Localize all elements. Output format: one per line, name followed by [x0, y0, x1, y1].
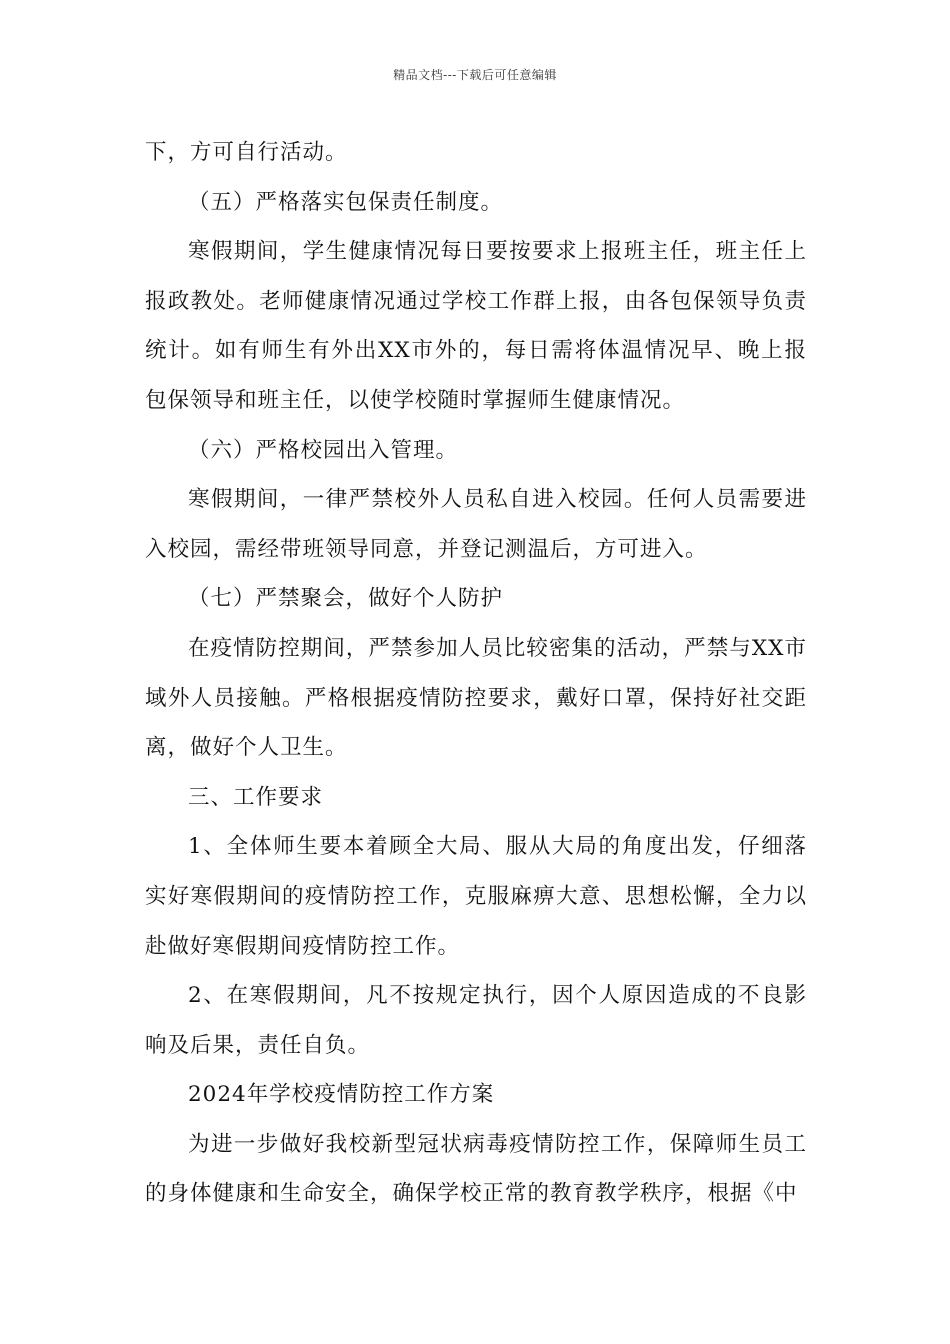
section-heading-6: （六）严格校园出入管理。: [188, 437, 459, 463]
paragraph-requirement-2: 2、在寒假期间，凡不按规定执行，因个人原因造成的不良影响及后果，责任自负。: [145, 983, 807, 1058]
paragraph-health-reporting: 寒假期间，学生健康情况每日要按要求上报班主任，班主任上报政教处。老师健康情况通过学校工作群上报，由各包保领导负责统计。如有师生有外出XX市外的，每日需将体温情况早、晚上报包保领导和班主任，以使学校随时掌握师生健康情况。: [145, 239, 807, 413]
paragraph-campus-access: 寒假期间，一律严禁校外人员私自进入校园。任何人员需要进入校园，需经带班领导同意，并登记测温后，方可进入。: [145, 487, 807, 562]
section-heading-7: （七）严禁聚会，做好个人防护: [188, 586, 504, 612]
paragraph-plan-intro: 为进一步做好我校新型冠状病毒疫情防控工作，保障师生员工的身体健康和生命安全，确保学校正常的教育教学秩序，根据《中: [145, 1131, 807, 1207]
paragraph-personal-protection: 在疫情防控期间，严禁参加人员比较密集的活动，严禁与XX市域外人员接触。严格根据疫情防控要求，戴好口罩，保持好社交距离，做好个人卫生。: [145, 635, 807, 761]
document-body: [145, 128, 807, 1219]
paragraph-continuation: 下，方可自行活动。: [145, 140, 348, 165]
section-heading-work-requirements: 三、工作要求: [188, 784, 324, 810]
section-heading-5: （五）严格落实包保责任制度。: [188, 189, 504, 215]
document-title-2024-plan: 2024年学校疫情防控工作方案: [188, 1082, 495, 1108]
page-header: 精品文档---下载后可任意编辑: [393, 68, 557, 82]
paragraph-requirement-1: 1、全体师生要本着顾全大局、服从大局的角度出发，仔细落实好寒假期间的疫情防控工作，克服麻痹大意、思想松懈，全力以赴做好寒假期间疫情防控工作。: [145, 834, 807, 959]
